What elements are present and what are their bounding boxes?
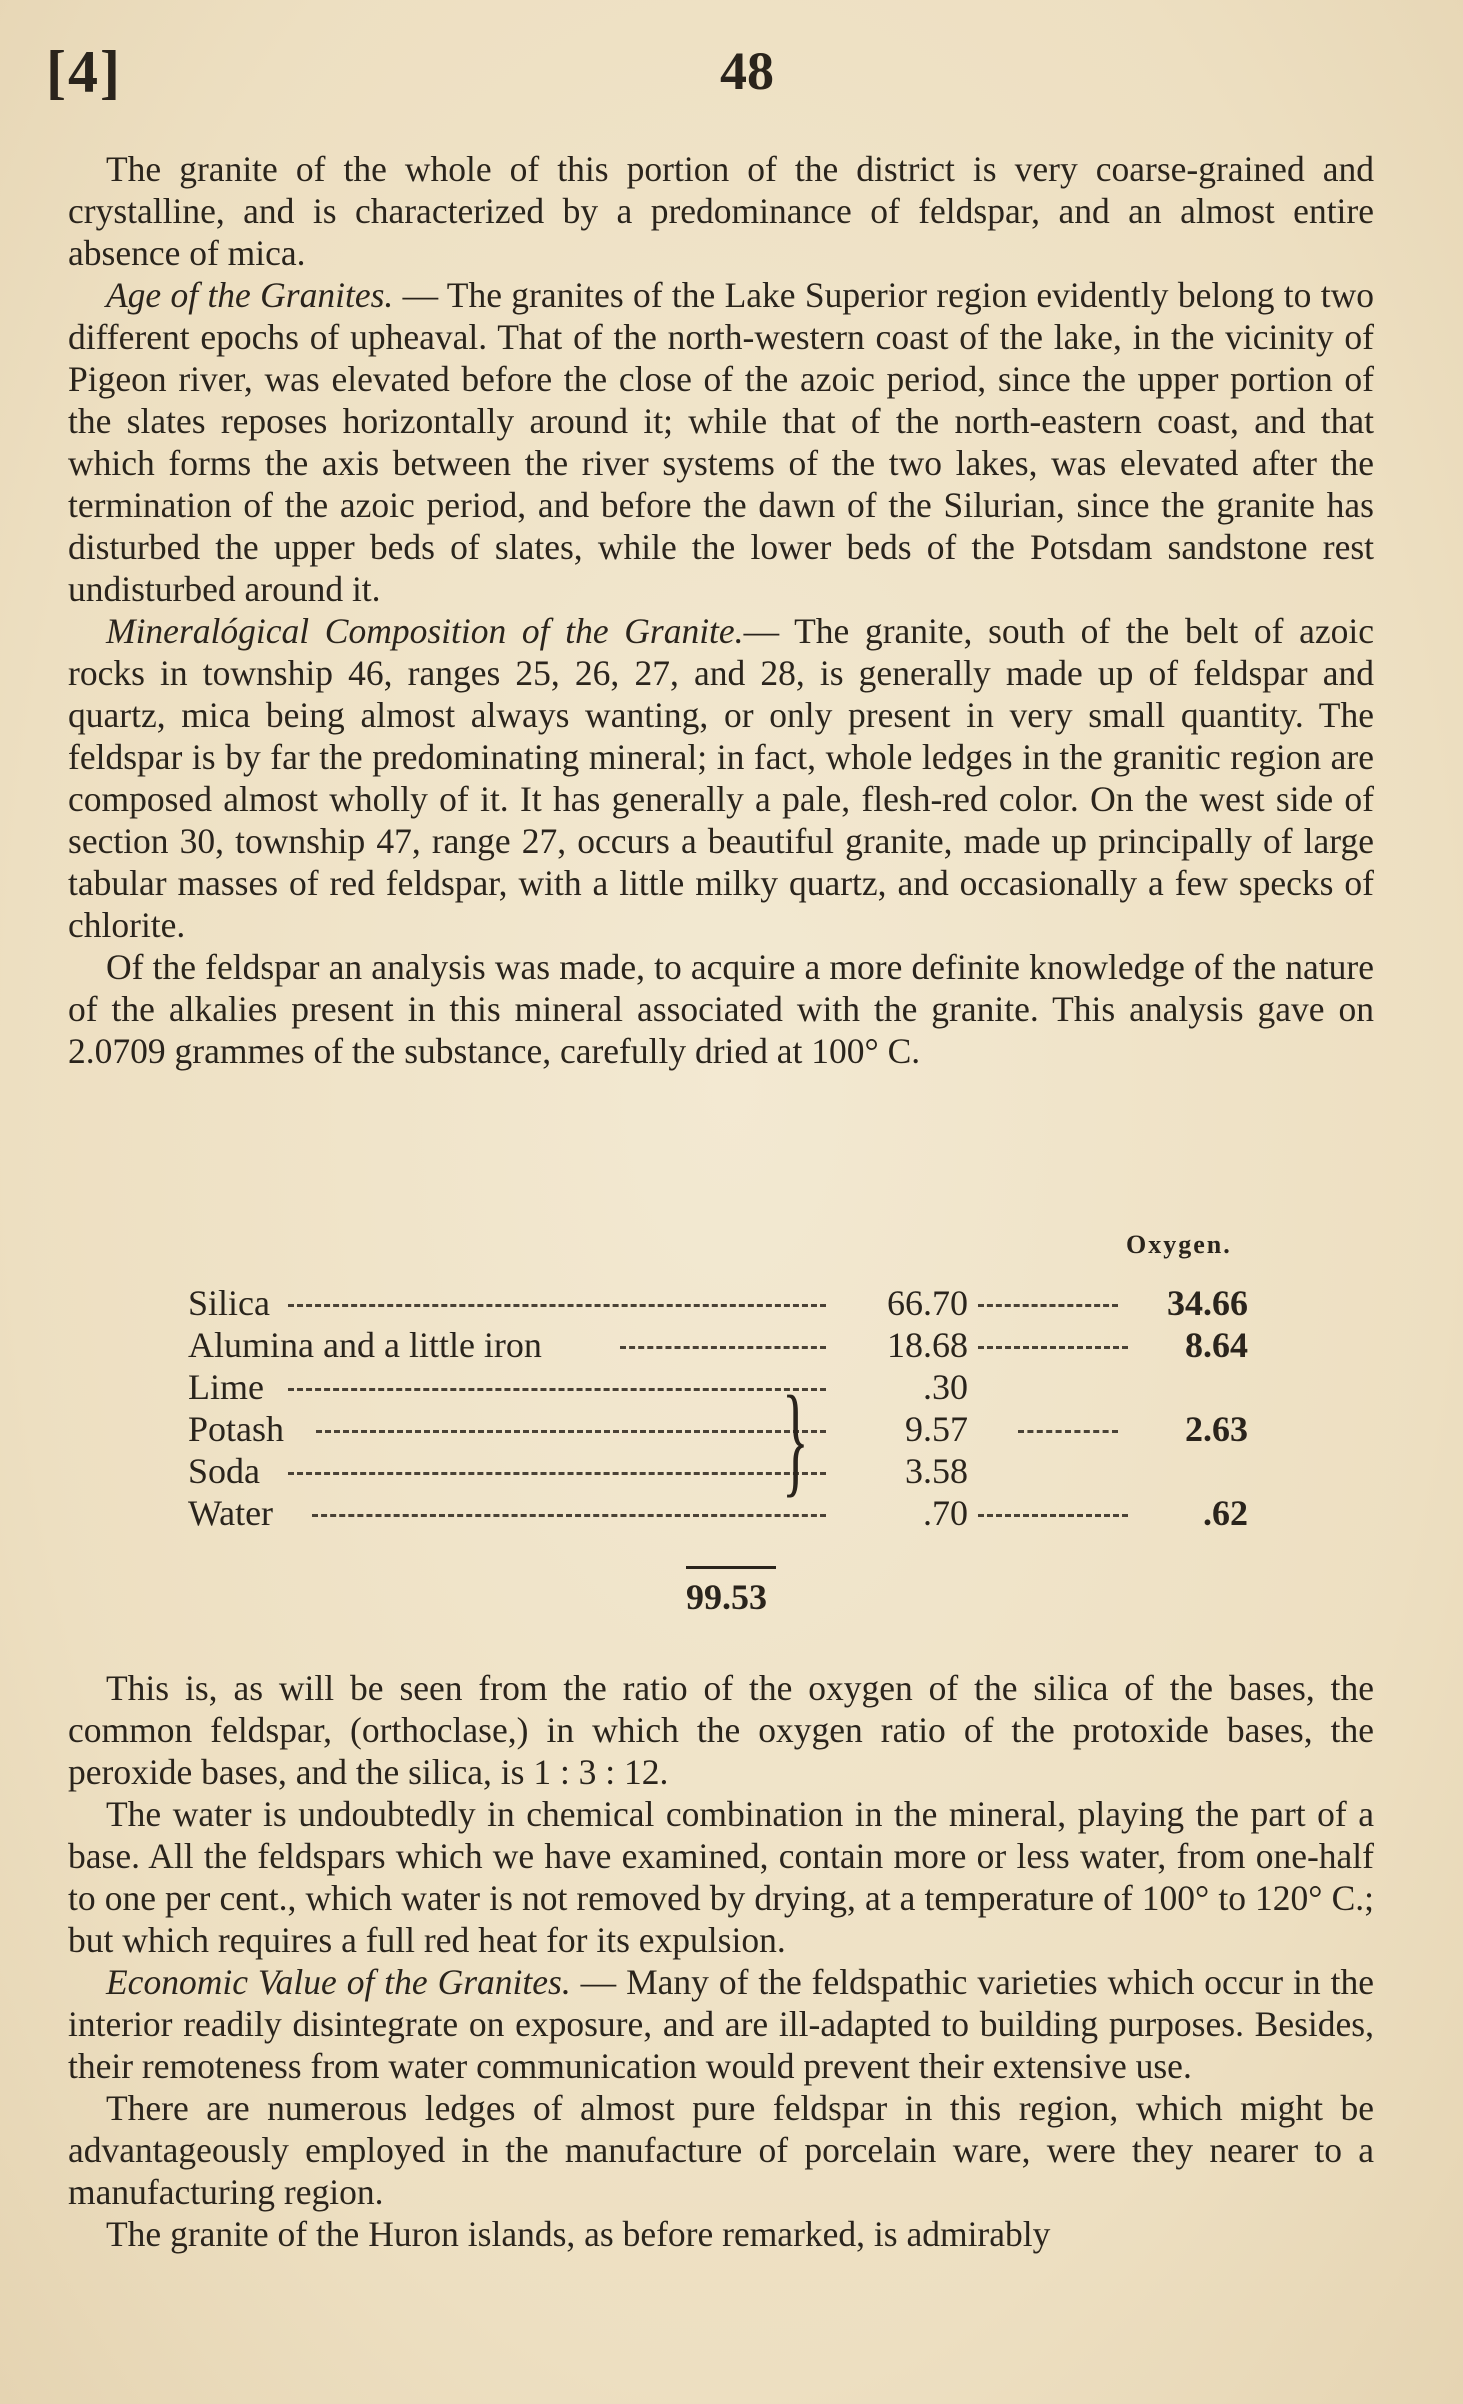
grouping-brace: } <box>782 1371 809 1508</box>
table-row <box>188 1450 1248 1492</box>
paragraph: There are numerous ledges of almost pure feldspar in this region, which might be advantageously employed in the manufacture of porcelain ware, were they nearer to a manufacturing region. <box>68 2088 1374 2212</box>
paragraph: The granite of the Huron islands, as before remarked, is admirably <box>106 2214 1051 2254</box>
component-name: Water <box>188 1493 274 1533</box>
oxygen-value: .62 <box>1203 1493 1248 1533</box>
section-heading: Mineralógical Composition of the Granite. <box>106 611 744 651</box>
paragraph: Economic Value of the Granites. — Many of the feldspathic varieties which occur in the interior readily disintegrate on exposure, and are ill-adapted to building purposes. Besides, their remoteness from water communication would prevent their extensive use. <box>68 1962 1374 2086</box>
table-row <box>188 1492 1248 1534</box>
leader-dots <box>316 1430 826 1433</box>
oxygen-value: 34.66 <box>1167 1283 1248 1323</box>
leader-dots <box>312 1514 826 1517</box>
paragraph: This is, as will be seen from the ratio of the oxygen of the silica of the bases, the common feldspar, (orthoclase,) in which the oxygen ratio of the protoxide bases, the peroxide bases, and the silica, is 1 : 3 : 12. <box>68 1668 1374 1792</box>
oxygen-value: 8.64 <box>1185 1325 1248 1365</box>
leader-dots <box>288 1388 826 1391</box>
leader-dots <box>1018 1430 1118 1433</box>
section-heading: Age of the Granites. <box>106 275 394 315</box>
total-rule <box>686 1566 776 1569</box>
page-header <box>40 34 1423 104</box>
component-value: 18.68 <box>887 1325 968 1365</box>
analysis-table <box>188 1230 1248 1630</box>
oxygen-column-header: Oxygen. <box>1126 1230 1232 1259</box>
table-row <box>188 1408 1248 1450</box>
leader-dots <box>978 1514 1128 1517</box>
component-name: Potash <box>188 1409 285 1449</box>
component-value: 3.58 <box>905 1451 968 1491</box>
table-row <box>188 1366 1248 1408</box>
paragraph: Of the feldspar an analysis was made, to acquire a more definite knowledge of the nature of the alkalies present in this mineral associated with the granite. This analysis gave on 2.0709 grammes of the substance, carefully dried at 100° C. <box>68 947 1374 1071</box>
leader-dots <box>978 1346 1128 1349</box>
table-row <box>188 1282 1248 1324</box>
analysis-total: 99.53 <box>686 1577 767 1617</box>
leader-dots <box>620 1346 826 1349</box>
leader-dots <box>978 1304 1118 1307</box>
component-name: Lime <box>188 1367 264 1407</box>
section-heading: Economic Value of the Granites. <box>106 1962 571 2002</box>
component-value: .30 <box>923 1367 968 1407</box>
leader-dots <box>288 1304 826 1307</box>
paragraph: Age of the Granites. — The granites of the Lake Superior region evidently belong to two different epochs of upheaval. That of the north-western coast of the lake, in the vicinity of Pigeon river, was elevated before the close of the azoic period, since the upper portion of the slates reposes horizontally around it; while that of the north-eastern coast, and that which forms the axis between the river systems of the two lakes, was elevated after the termination of the azoic period, and before the dawn of the Silurian, since the granite has disturbed the upper beds of slates, while the lower beds of the Potsdam sandstone rest undisturbed around it. <box>68 275 1374 609</box>
text-block-bottom <box>68 1667 1374 2255</box>
leader-dots <box>288 1472 826 1475</box>
component-name: Silica <box>188 1283 270 1323</box>
paragraph: The water is undoubtedly in chemical combination in the mineral, playing the part of a base. All the feldspars which we have examined, contain more or less water, from one-half to one per cent., which water is not removed by drying, at a temperature of 100° to 120° C.; but which requires a full red heat for its expulsion. <box>68 1794 1374 1960</box>
component-value: 66.70 <box>887 1283 968 1323</box>
component-value: .70 <box>923 1493 968 1533</box>
component-value: 9.57 <box>905 1409 968 1449</box>
paragraph: The granite of the whole of this portion of the district is very coarse-grained and crystalline, and is characterized by a predominance of feldspar, and an almost entire absence of mica. <box>68 149 1374 273</box>
text-block-top <box>68 148 1374 1072</box>
paragraph: Mineralógical Composition of the Granite.— The granite, south of the belt of azoic rocks in township 46, ranges 25, 26, 27, and 28, is generally made up of feldspar and quartz, mica being almost always wanting, or only present in very small quantity. The feldspar is by far the predominating mineral; in fact, whole ledges in the granitic region are composed almost wholly of it. It has generally a pale, flesh-red color. On the west side of section 30, township 47, range 27, occurs a beautiful granite, made up principally of large tabular masses of red feldspar, with a little milky quartz, and occasionally a few specks of chlorite. <box>68 611 1374 945</box>
document-number: [4] <box>46 39 122 105</box>
component-name: Alumina and a little iron <box>188 1325 542 1365</box>
table-row <box>188 1324 1248 1366</box>
oxygen-value: 2.63 <box>1185 1409 1248 1449</box>
page-number: 48 <box>720 41 774 101</box>
component-name: Soda <box>188 1451 260 1491</box>
